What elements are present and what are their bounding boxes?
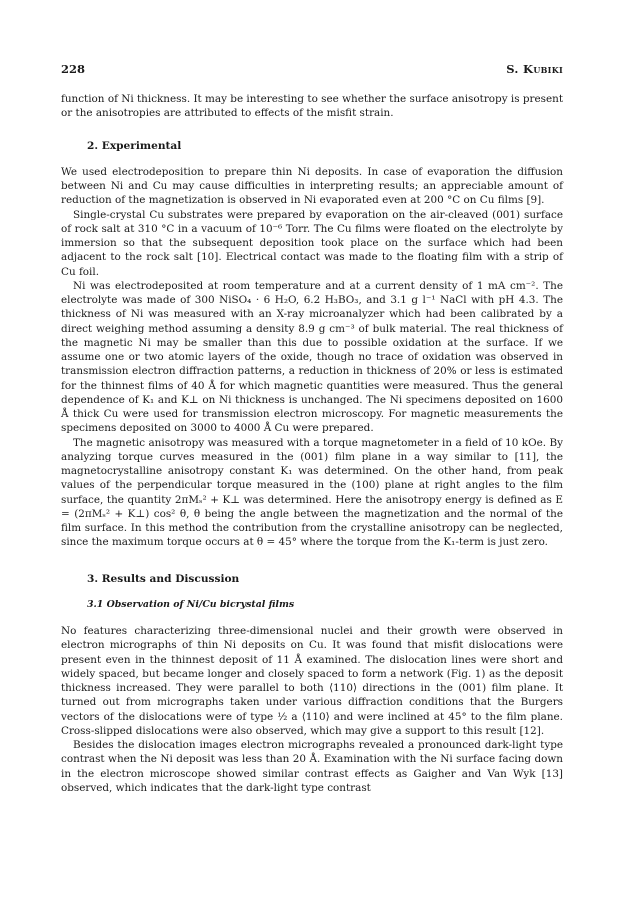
intro-paragraph-end: function of Ni thickness. It may be interesting to see whether the surface anisotropy is present or the anisotropies are attributed to effects of the misfit strain. [61,93,563,120]
article-body [61,92,563,795]
page-number: 228 [61,62,86,76]
page-header [61,62,563,78]
paragraph: No features characterizing three-dimensional nuclei and their growth were observed in electron micrographs of thin Ni deposits on Cu. It was found that misfit dislocations were present even in the thinnest deposit of 11 Å examined. The dislocation lines were short and widely spaced, but became longer and closely spaced to form a network (Fig. 1) as the deposit thickness increased. They were parallel to both ⟨110⟩ directions in the (001) film plane. It turned out from micrographs taken under various diffraction conditions that the Burgers vectors of the dislocations were of type ½ a ⟨110⟩ and were inclined at 45° to the film plane. Cross-slipped dislocations were also observed, which may give a support to this result [12]. [61,625,563,737]
subsection-heading-bicrystal: 3.1 Observation of Ni/Cu bicrystal films [87,598,295,610]
section-heading-experimental: 2. Experimental [87,139,182,152]
paragraph: We used electrodeposition to prepare thin Ni deposits. In case of evaporation the diffusion between Ni and Cu may cause difficulties in interpreting results; an appreciable amount of reduction of the magnetization is observed in Ni evaporated even at 200 °C on Cu films [9]. [61,165,563,207]
section-heading-results: 3. Results and Discussion [87,572,240,585]
paragraph: The magnetic anisotropy was measured with a torque magnetometer in a field of 10 kOe. By analyzing torque curves measured in the (001) film plane in a way similar to [11], the magnetocrystalline anisotropy constant K₁ was determined. On the other hand, from peak values of the perpendicular torque measured in the (100) plane at right angles to the film surface, the quantity 2πMₛ² + K⊥ was determined. Here the anisotropy energy is defined as E = (2πMₛ² + K⊥) cos² θ, θ being the angle between the magnetization and the normal of the film surface. In this method the contribution from the crystalline anisotropy can be neglected, since the maximum torque occurs at θ = 45° where the torque from the K₁-term is just zero. [61,436,563,549]
running-head: S. Kubiki [506,62,563,76]
paragraph: Besides the dislocation images electron micrographs revealed a pronounced dark-light type contrast when the Ni deposit was less than 20 Å. Examination with the Ni surface facing down in the electron microscope showed similar contrast effects as Gaigher and Van Wyk [13] observed, which indicates that the dark-light type contrast [61,739,563,794]
paragraph: Single-crystal Cu substrates were prepared by evaporation on the air-cleaved (001) surface of rock salt at 310 °C in a vacuum of 10⁻⁶ Torr. The Cu films were floated on the electrolyte by immersion so that the subsequent deposition took place on the surface which had been adjacent to the rock salt [10]. Electrical contact was made to the floating film with a strip of Cu foil. [61,208,563,278]
paragraph: Ni was electrodeposited at room temperature and at a current density of 1 mA cm⁻². The electrolyte was made of 300 NiSO₄ · 6 H₂O, 6.2 H₃BO₃, and 3.1 g l⁻¹ NaCl with pH 4.3. The thickness of Ni was measured with an X-ray microanalyzer which had been calibrated by a direct weighing method assuming a density 8.9 g cm⁻³ of bulk material. The real thickness of the magnetic Ni may be smaller than this due to possible oxidation at the surface. If we assume one or two atomic layers of the oxide, though no trace of oxidation was observed in transmission electron diffraction patterns, a reduction in thickness of 20% or less is estimated for the thinnest films of 40 Å for which magnetic quantities were measured. Thus the general dependence of K₁ and K⊥ on Ni thickness is unchanged. The Ni specimens deposited on 1600 Å thick Cu were used for transmission electron microscopy. For magnetic measurements the specimens deposited on 3000 to 4000 Å Cu were prepared. [61,279,563,435]
